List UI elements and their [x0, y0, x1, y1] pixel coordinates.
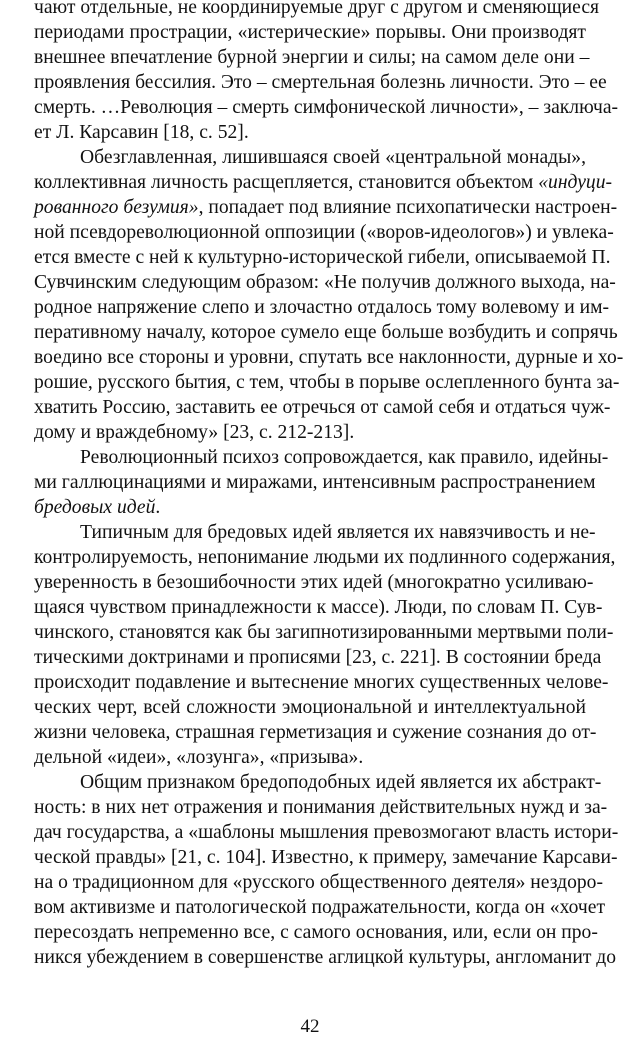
paragraph	[34, 520, 616, 770]
text-line	[34, 695, 586, 720]
paragraph	[34, 145, 623, 445]
text-run: Обезглавленная, лишившаяся своей «центральной монады»,	[80, 147, 586, 168]
text-run: тическими доктринами и прописями [23, с. 221]. В состоянии бреда	[34, 647, 602, 668]
text-line	[34, 570, 594, 595]
text-run: .	[155, 497, 161, 518]
text-line	[34, 895, 606, 920]
text-run: дач государства, а «шаблоны мышления превозмогают власть истори-	[34, 822, 619, 843]
text-run: Общим признаком бредоподобных идей является их абстракт-	[80, 772, 602, 793]
text-line	[34, 195, 618, 220]
text-line	[34, 120, 586, 145]
italic-run: рованного безумия»	[34, 197, 199, 218]
text-run: ность: в них нет отражения и понимания действительных нужд и за-	[34, 797, 608, 818]
text-line	[34, 520, 596, 545]
text-run: пересоздать непременно все, с самого основания, или, если он про-	[34, 922, 598, 943]
text-run: , попадает под влияние психопатически настроен-	[198, 197, 618, 218]
text-line	[34, 20, 586, 45]
text-run: чинского, становятся как бы загипнотизированными мертвыми поли-	[34, 622, 614, 643]
text-line	[34, 45, 590, 70]
text-run: ной псевдореволюционной оппозиции («воров-идеологов») и увлека-	[34, 222, 614, 243]
text-run: хватить Россию, заставить ее отречься от самой себя и отдаться чуж-	[34, 397, 611, 418]
text-run: воедино все стороны и уровни, спутать все наклонности, дурные и хо-	[34, 347, 623, 368]
text-run: ческих черт, всей сложности эмоциональной и интеллектуальной	[34, 697, 586, 718]
text-run: Революционный психоз сопровождается, как правило, идейны-	[80, 447, 609, 468]
text-run: жизни человека, страшная герметизация и сужение сознания до от-	[34, 722, 597, 743]
text-line	[34, 70, 607, 95]
text-line	[34, 245, 611, 270]
text-line	[34, 795, 608, 820]
text-line	[34, 845, 618, 870]
text-line	[34, 395, 611, 420]
text-run: чают отдельные, не координируемые друг с другом и сменяющиеся	[34, 0, 600, 18]
text-line	[34, 470, 596, 495]
text-run: дому и враждебному» [23, с. 212-213].	[34, 422, 355, 443]
text-line	[34, 345, 623, 370]
text-line	[34, 770, 602, 795]
text-line	[34, 295, 610, 320]
text-line	[34, 920, 598, 945]
text-run: дельной «идеи», «лозунга», «призыва».	[34, 747, 364, 768]
text-line	[34, 95, 619, 120]
text-line	[34, 595, 603, 620]
text-run: на о традиционном для «русского общественного деятеля» нездоро-	[34, 872, 603, 893]
text-line	[34, 420, 586, 445]
text-run: ет Л. Карсавин [18, с. 52].	[34, 122, 249, 143]
text-line	[34, 820, 619, 845]
text-run: внешнее впечатление бурной энергии и силы; на самом деле они –	[34, 47, 590, 68]
text-run: смерть. …Революция – смерть симфонической личности», – заключа-	[34, 97, 619, 118]
text-run: родное напряжение слепо и злочастно отдалось тому волевому и им-	[34, 297, 610, 318]
text-line	[34, 0, 600, 20]
text-run: щаяся чувством принадлежности к массе). Люди, по словам П. Сув-	[34, 597, 603, 618]
paragraph	[34, 770, 619, 970]
text-line	[34, 545, 616, 570]
text-run: уверенность в безошибочности этих идей (многократно усиливаю-	[34, 572, 594, 593]
text-run: никся убеждением в совершенстве аглицкой культуры, англоманит до	[34, 947, 617, 968]
text-run: периодами прострации, «истерические» порывы. Они производят	[34, 22, 586, 43]
paragraph	[34, 445, 609, 520]
text-line	[34, 870, 603, 895]
text-line	[34, 745, 586, 770]
text-line	[34, 620, 614, 645]
text-line	[34, 320, 618, 345]
text-line	[34, 495, 586, 520]
italic-run: бредовых идей	[34, 497, 156, 518]
text-line	[34, 445, 609, 470]
page-number: 42	[300, 1016, 320, 1037]
text-run: ми галлюцинациями и миражами, интенсивным распространением	[34, 472, 596, 493]
text-run: Сувчинским следующим образом: «Не получив должного выхода, на-	[34, 272, 616, 293]
text-run: проявления бессилия. Это – смертельная болезнь личности. Это – ее	[34, 72, 607, 93]
text-line	[34, 270, 616, 295]
text-line	[34, 720, 597, 745]
text-run: происходит подавление и вытеснение многих существенных челове-	[34, 672, 609, 693]
italic-run: «индуци-	[538, 172, 613, 193]
text-line	[34, 220, 614, 245]
paragraph	[34, 0, 619, 145]
text-line	[34, 170, 613, 195]
text-run: Типичным для бредовых идей является их навязчивость и не-	[80, 522, 596, 543]
text-run: вом активизме и патологической подражательности, когда он «хочет	[34, 897, 606, 918]
text-line	[34, 145, 586, 170]
text-run: коллективная личность расщепляется, становится объектом	[34, 172, 539, 193]
text-line	[34, 370, 620, 395]
text-run: рошие, русского бытия, с тем, чтобы в порыве ослепленного бунта за-	[34, 372, 620, 393]
text-run: перативному началу, которое сумело еще больше возбудить и сопрячь	[34, 322, 618, 343]
text-run: ческой правды» [21, с. 104]. Известно, к примеру, замечание Карсави-	[34, 847, 618, 868]
text-line	[34, 670, 609, 695]
text-run: контролируемость, непонимание людьми их подлинного содержания,	[34, 547, 616, 568]
text-run: ется вместе с ней к культурно-исторической гибели, описываемой П.	[34, 247, 611, 268]
text-line	[34, 645, 602, 670]
text-line	[34, 945, 617, 970]
body-text	[34, 0, 623, 970]
